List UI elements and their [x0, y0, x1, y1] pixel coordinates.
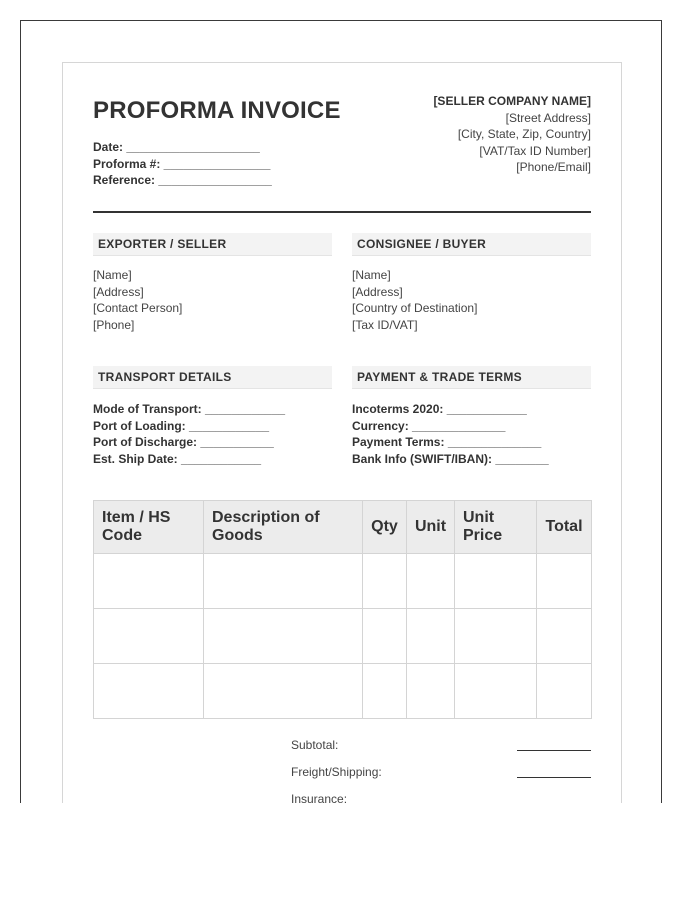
consignee-name: [Name]	[352, 268, 391, 282]
column-header-unit: Unit	[407, 501, 455, 554]
table-cell	[94, 554, 204, 609]
table-cell	[455, 609, 537, 664]
insurance-label: Insurance:	[291, 792, 348, 803]
exporter-phone: [Phone]	[93, 317, 135, 332]
column-header-description: Description of Goods	[204, 501, 363, 554]
table-cell	[363, 609, 407, 664]
page-title: PROFORMA INVOICE	[93, 97, 341, 124]
totals-block	[291, 735, 591, 803]
transport-details	[93, 401, 332, 467]
consignee-country: [Country of Destination]	[352, 301, 478, 315]
consignee-heading: CONSIGNEE / BUYER	[352, 233, 591, 256]
subtotal-blank	[517, 737, 591, 751]
table-row	[94, 554, 592, 609]
line-items-table	[93, 500, 592, 719]
seller-street: [Street Address]	[505, 110, 591, 125]
seller-address-block	[433, 93, 591, 176]
consignee-tax-id: [Tax ID/VAT]	[352, 317, 418, 332]
seller-city: [City, State, Zip, Country]	[457, 127, 591, 141]
bank-info-field: Bank Info (SWIFT/IBAN): ________	[352, 451, 549, 466]
column-header-unit-price: Unit Price	[455, 501, 537, 554]
table-cell	[407, 554, 455, 609]
transport-mode-field: Mode of Transport: ____________	[93, 402, 286, 416]
proforma-number-field: Proforma #: ________________	[93, 156, 271, 171]
table-row	[94, 664, 592, 719]
header-divider	[93, 211, 591, 213]
exporter-contact-person: [Contact Person]	[93, 301, 183, 315]
table-cell	[537, 609, 592, 664]
table-cell	[94, 664, 204, 719]
invoice-meta	[93, 139, 272, 189]
payment-heading: PAYMENT & TRADE TERMS	[352, 366, 591, 389]
table-header-row	[94, 501, 592, 554]
consignee-address: [Address]	[352, 284, 403, 299]
subtotal-row	[291, 735, 591, 762]
exporter-section	[93, 233, 332, 333]
invoice-page	[62, 62, 622, 803]
ship-date-field: Est. Ship Date: ____________	[93, 451, 262, 466]
exporter-details	[93, 267, 332, 333]
table-cell	[363, 554, 407, 609]
exporter-address: [Address]	[93, 284, 144, 299]
consignee-section	[352, 233, 591, 333]
exporter-heading: EXPORTER / SELLER	[93, 233, 332, 256]
table-cell	[204, 554, 363, 609]
table-cell	[537, 664, 592, 719]
table-cell	[407, 664, 455, 719]
subtotal-label: Subtotal:	[291, 738, 339, 752]
currency-field: Currency: ______________	[352, 418, 506, 433]
seller-company-name: [SELLER COMPANY NAME]	[433, 94, 591, 108]
column-header-total: Total	[537, 501, 592, 554]
transport-section	[93, 366, 332, 467]
incoterms-field: Incoterms 2020: ____________	[352, 402, 527, 416]
table-cell	[455, 554, 537, 609]
table-cell	[94, 609, 204, 664]
column-header-qty: Qty	[363, 501, 407, 554]
table-row	[94, 609, 592, 664]
column-header-item-code: Item / HS Code	[94, 501, 204, 554]
transport-heading: TRANSPORT DETAILS	[93, 366, 332, 389]
payment-terms-field: Payment Terms: ______________	[352, 435, 542, 449]
payment-details	[352, 401, 591, 467]
insurance-row	[291, 789, 591, 803]
freight-blank	[517, 764, 591, 778]
document-viewport[interactable]	[20, 20, 662, 803]
date-field: Date: ____________________	[93, 140, 260, 154]
payment-section	[352, 366, 591, 467]
freight-label: Freight/Shipping:	[291, 765, 382, 779]
seller-vat: [VAT/Tax ID Number]	[479, 143, 591, 158]
port-of-loading-field: Port of Loading: ____________	[93, 418, 270, 433]
exporter-name: [Name]	[93, 268, 132, 282]
consignee-details	[352, 267, 591, 333]
table-cell	[204, 609, 363, 664]
table-cell	[363, 664, 407, 719]
table-cell	[204, 664, 363, 719]
seller-contact: [Phone/Email]	[516, 160, 591, 174]
reference-field: Reference: _________________	[93, 173, 272, 187]
port-of-discharge-field: Port of Discharge: ___________	[93, 435, 274, 449]
table-cell	[537, 554, 592, 609]
table-cell	[455, 664, 537, 719]
table-cell	[407, 609, 455, 664]
freight-row	[291, 762, 591, 789]
